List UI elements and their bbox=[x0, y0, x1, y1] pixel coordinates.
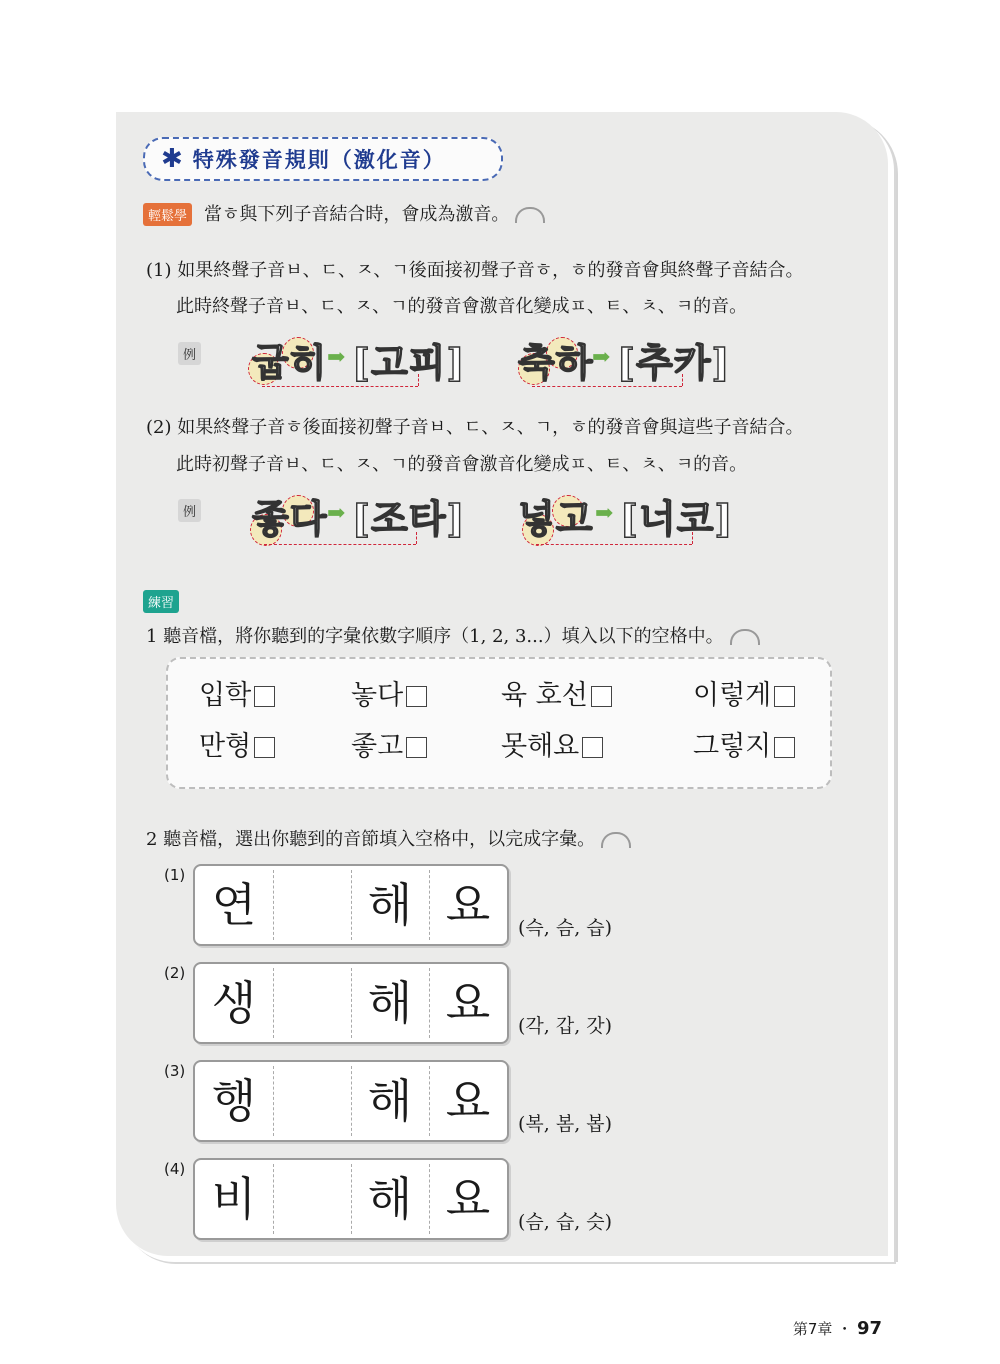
arrow-icon: ➡ bbox=[327, 500, 346, 526]
word-item bbox=[693, 724, 795, 763]
rule2-line1: (2) 如果終聲子音ㅎ後面接初聲子音ㅂ、ㄷ、ㅈ、ㄱ，ㅎ的發音會與這些子音結合。 bbox=[146, 417, 804, 438]
headphones-icon[interactable] bbox=[730, 629, 760, 645]
example-result-text: [조타] bbox=[352, 496, 466, 541]
answer-blank[interactable] bbox=[273, 1062, 351, 1140]
word-item bbox=[351, 724, 427, 763]
syllable-options: (각, 갑, 갓) bbox=[518, 1015, 613, 1037]
syllable-cell: 해 bbox=[367, 878, 413, 932]
page-number: 97 bbox=[856, 1318, 882, 1339]
syllable-row bbox=[193, 864, 509, 946]
syllable-cell: 행 bbox=[211, 1074, 257, 1128]
question-1-text bbox=[146, 622, 760, 648]
word-text: 좋고 bbox=[351, 731, 404, 762]
answer-checkbox[interactable] bbox=[774, 737, 795, 758]
footer-separator: ・ bbox=[837, 1320, 853, 1338]
item-number: (2) bbox=[164, 964, 186, 982]
item-number: (4) bbox=[164, 1160, 186, 1178]
link-line bbox=[416, 532, 417, 544]
word-text: 못해요 bbox=[501, 731, 580, 762]
example-word: 좋다 bbox=[252, 496, 328, 541]
word-item bbox=[199, 724, 275, 763]
example-result-text: [추카] bbox=[617, 340, 731, 385]
link-line bbox=[536, 544, 692, 545]
syllable-row bbox=[193, 1060, 509, 1142]
example-badge: 例 bbox=[178, 342, 201, 365]
answer-blank[interactable] bbox=[273, 866, 351, 944]
syllable-cell: 해 bbox=[367, 1074, 413, 1128]
example-result bbox=[617, 332, 730, 387]
word-text: 만형 bbox=[199, 731, 252, 762]
syllable-options: (슴, 습, 슷) bbox=[518, 1211, 613, 1233]
example-result bbox=[620, 488, 733, 543]
example-word: 굽히 bbox=[252, 340, 328, 385]
headphones-icon[interactable] bbox=[601, 832, 631, 848]
word-text: 이렇게 bbox=[693, 680, 772, 711]
word-item bbox=[199, 673, 275, 712]
rule2-line2: 此時初聲子音ㅂ、ㄷ、ㅈ、ㄱ的發音會激音化變成ㅍ、ㅌ、ㅊ、ㅋ的音。 bbox=[176, 454, 748, 475]
intro-badge: 輕鬆學 bbox=[143, 203, 192, 226]
word-item bbox=[693, 673, 795, 712]
answer-checkbox[interactable] bbox=[582, 737, 603, 758]
answer-checkbox[interactable] bbox=[406, 737, 427, 758]
headphones-icon[interactable] bbox=[515, 207, 545, 223]
syllable-cell: 해 bbox=[367, 1172, 413, 1226]
arrow-icon: ➡ bbox=[595, 500, 614, 526]
answer-checkbox[interactable] bbox=[406, 686, 427, 707]
link-line bbox=[264, 544, 416, 545]
star-icon: ✱ bbox=[161, 144, 183, 174]
link-line bbox=[692, 532, 693, 544]
syllable-options: (슥, 슴, 습) bbox=[518, 917, 613, 939]
arrow-icon: ➡ bbox=[592, 344, 611, 370]
page-footer bbox=[793, 1318, 882, 1339]
syllable-cell: 요 bbox=[445, 976, 491, 1030]
item-number: (3) bbox=[164, 1062, 186, 1080]
answer-blank[interactable] bbox=[273, 1160, 351, 1238]
syllable-cell: 요 bbox=[445, 1074, 491, 1128]
syllable-cell: 생 bbox=[211, 976, 257, 1030]
syllable-cell: 요 bbox=[445, 878, 491, 932]
syllable-options: (복, 봄, 봅) bbox=[518, 1113, 613, 1135]
link-line bbox=[262, 386, 418, 387]
section-title: 特殊發音規則（激化音） bbox=[192, 148, 446, 172]
intro-text bbox=[204, 200, 545, 226]
practice-badge: 練習 bbox=[143, 590, 179, 613]
link-line bbox=[532, 386, 682, 387]
syllable-row bbox=[193, 1158, 509, 1240]
example-result-text: [너코] bbox=[620, 496, 734, 541]
item-number: (1) bbox=[164, 866, 186, 884]
syllable-row bbox=[193, 962, 509, 1044]
example-result-text: [고피] bbox=[352, 340, 466, 385]
answer-checkbox[interactable] bbox=[591, 686, 612, 707]
answer-checkbox[interactable] bbox=[774, 686, 795, 707]
word-text: 놓다 bbox=[351, 680, 404, 711]
example-word: 축하 bbox=[518, 340, 594, 385]
example-word: 넣고 bbox=[518, 496, 594, 541]
word-text: 입학 bbox=[199, 680, 252, 711]
question-2-content: 2 聽音檔，選出你聽到的音節填入空格中，以完成字彙。 bbox=[146, 829, 596, 850]
question-1-content: 1 聽音檔，將你聽到的字彙依數字順序（1, 2, 3...）填入以下的空格中。 bbox=[146, 626, 724, 647]
intro-text-content: 當ㅎ與下列子音結合時，會成為激音。 bbox=[204, 204, 510, 225]
word-text: 그렇지 bbox=[693, 731, 772, 762]
word-text: 육 호선 bbox=[501, 680, 588, 711]
word-item bbox=[351, 673, 427, 712]
rule1-line2: 此時終聲子音ㅂ、ㄷ、ㅈ、ㄱ的發音會激音化變成ㅍ、ㅌ、ㅊ、ㅋ的音。 bbox=[176, 296, 748, 317]
question-2-text bbox=[146, 825, 631, 851]
example-result bbox=[352, 332, 465, 387]
syllable-cell: 요 bbox=[445, 1172, 491, 1226]
example-badge: 例 bbox=[178, 499, 201, 522]
word-item bbox=[501, 724, 603, 763]
rule1-line1: (1) 如果終聲子音ㅂ、ㄷ、ㅈ、ㄱ後面接初聲子音ㅎ，ㅎ的發音會與終聲子音結合。 bbox=[146, 260, 804, 281]
syllable-cell: 해 bbox=[367, 976, 413, 1030]
arrow-icon: ➡ bbox=[327, 344, 346, 370]
answer-checkbox[interactable] bbox=[254, 686, 275, 707]
syllable-cell: 비 bbox=[211, 1172, 257, 1226]
link-line bbox=[682, 374, 683, 386]
example-result bbox=[352, 488, 465, 543]
answer-checkbox[interactable] bbox=[254, 737, 275, 758]
chapter-label: 第7章 bbox=[792, 1320, 833, 1338]
answer-blank[interactable] bbox=[273, 964, 351, 1042]
link-line bbox=[418, 374, 419, 386]
word-item bbox=[501, 673, 612, 712]
syllable-cell: 연 bbox=[211, 878, 257, 932]
section-title-box bbox=[143, 137, 503, 181]
